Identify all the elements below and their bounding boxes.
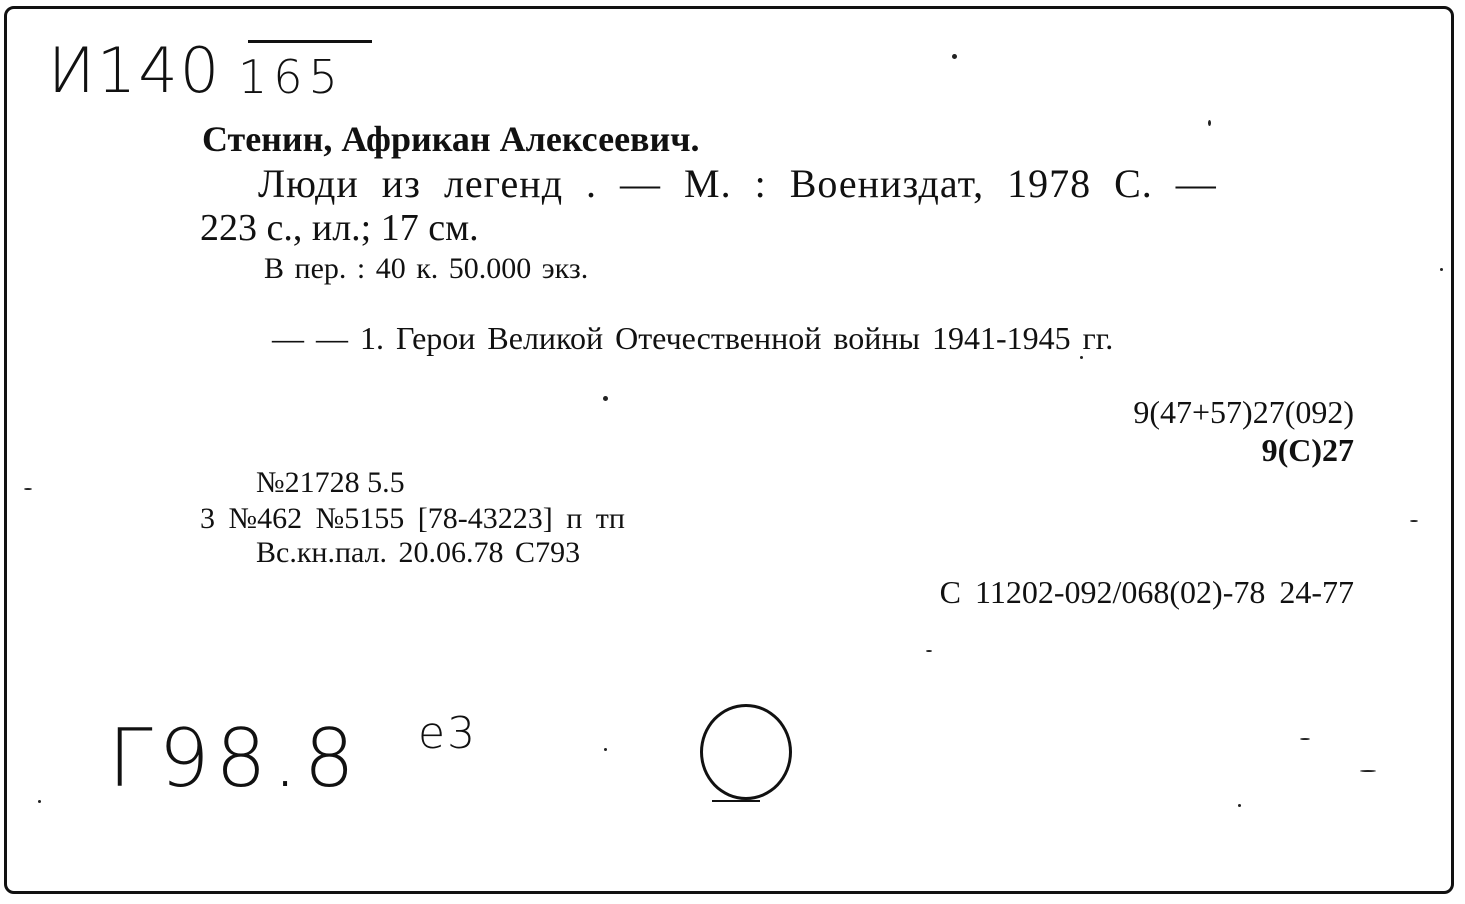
print-code: С 11202-092/068(02)-78 24-77 — [939, 574, 1354, 610]
speck — [1208, 120, 1211, 126]
speck — [1440, 268, 1443, 271]
speck — [952, 54, 957, 59]
speck — [1238, 804, 1241, 807]
speck — [603, 396, 608, 401]
register-line-3: Вс.кн.пал. 20.06.78 С793 — [256, 536, 581, 569]
speck — [1080, 356, 1083, 359]
register-line-1: №21728 5.5 — [256, 466, 405, 499]
handwritten-call-number: И140 — [48, 34, 222, 107]
speck — [1300, 738, 1310, 740]
handwritten-shelf-mark: Г98.8 — [108, 712, 361, 805]
call-number-overline — [248, 40, 372, 43]
speck — [24, 488, 32, 490]
subject-heading: — — 1. Герои Великой Отечественной войны 1941-1945 гг. — [272, 320, 1114, 356]
speck — [926, 650, 932, 652]
price-line: В пер. : 40 к. 50.000 экз. — [264, 252, 589, 285]
speck — [604, 748, 607, 751]
speck — [1410, 520, 1418, 522]
classification-code-2: 9(С)27 — [1261, 432, 1354, 468]
extent-line: 223 с., ил.; 17 см. — [200, 207, 479, 249]
register-line-2: 3 №462 №5155 [78-43223] п тп — [200, 502, 625, 535]
speck — [38, 800, 41, 803]
author-heading: Стенин, Африкан Алексеевич. — [202, 119, 700, 159]
handwritten-call-number-sub: 165 — [238, 50, 344, 104]
hand-drawn-circle-icon — [700, 704, 792, 800]
handwritten-shelf-mark-suffix: e3 — [418, 708, 478, 759]
classification-code-1: 9(47+57)27(092) — [1133, 394, 1354, 430]
title-line: Люди из легенд . — М. : Воениздат, 1978 С. — — [258, 161, 1217, 206]
circle-underline — [712, 800, 760, 802]
speck — [1360, 770, 1376, 772]
